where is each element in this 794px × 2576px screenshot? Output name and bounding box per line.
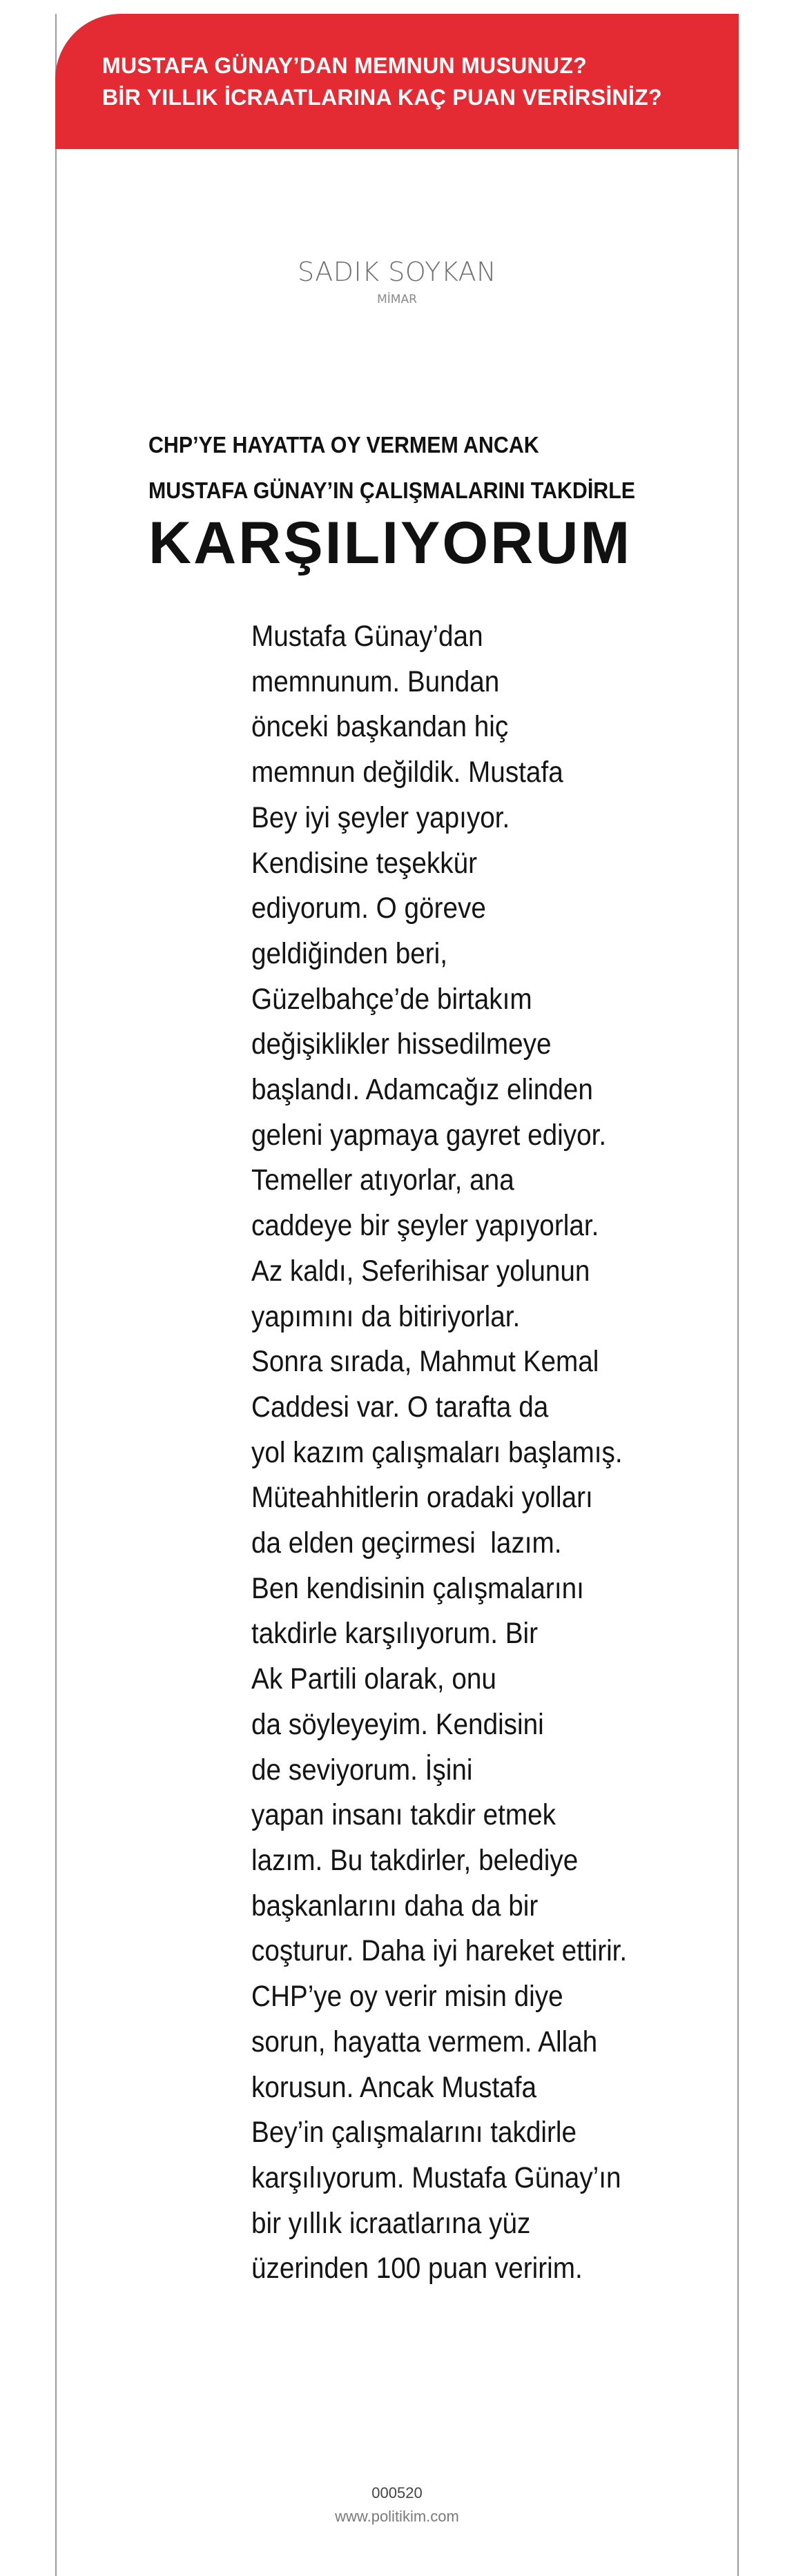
article-body-line: coşturur. Daha iyi hareket ettirir.: [251, 1934, 628, 1968]
article-body-line: da elden geçirmesi lazım.: [251, 1526, 562, 1560]
author-name: SADIK SOYKAN: [297, 257, 497, 287]
article-body-line: memnunum. Bundan: [251, 665, 500, 698]
article-body-line: Kendisine teşekkür: [251, 846, 477, 880]
article-body-line: da söyleyeyim. Kendisini: [251, 1707, 544, 1741]
header-question-line-2: BİR YILLIK İCRAATLARINA KAÇ PUAN VERİRSİNİZ?: [102, 85, 662, 110]
article-body-line: korusun. Ancak Mustafa: [251, 2070, 537, 2104]
article-body-line: geleni yapmaya gayret ediyor.: [251, 1118, 607, 1152]
article-body-line: Az kaldı, Seferihisar yolunun: [251, 1254, 590, 1288]
article-body-line: takdirle karşılıyorum. Bir: [251, 1617, 539, 1651]
article-body-line: Bey iyi şeyler yapıyor.: [251, 800, 510, 834]
article-body-line: bir yıllık icraatlarına yüz: [251, 2206, 531, 2240]
headline-line-2: MUSTAFA GÜNAY’IN ÇALIŞMALARINI TAKDİRLE: [148, 478, 636, 503]
article-body-line: Güzelbahçe’de birtakım: [251, 982, 532, 1016]
footer-page-code: 000520: [371, 2484, 423, 2501]
article-body-line: yapan insanı takdir etmek: [251, 1798, 556, 1832]
article-body-line: başlandı. Adamcağız elinden: [251, 1073, 593, 1107]
article-body: [251, 614, 679, 2292]
article-body-line: karşılıyorum. Mustafa Günay’ın: [251, 2161, 621, 2194]
article-body-line: Mustafa Günay’dan: [251, 620, 483, 653]
headline-main-word: KARŞILIYORUM: [148, 510, 632, 576]
article-body-line: Müteahhitlerin oradaki yolları: [251, 1481, 593, 1515]
footer-website-link[interactable]: www.politikim.com: [335, 2508, 459, 2525]
article-body-line: Ak Partili olarak, onu: [251, 1662, 496, 1696]
article-body-line: sorun, hayatta vermem. Allah: [251, 2025, 598, 2058]
article-body-line: ediyorum. O göreve: [251, 892, 486, 925]
header-question-line-1: MUSTAFA GÜNAY’DAN MEMNUN MUSUNUZ?: [102, 53, 588, 78]
article-body-line: de seviyorum. İşini: [251, 1753, 473, 1787]
article-body-line: Bey’in çalışmalarını takdirle: [251, 2116, 577, 2150]
headline: [148, 422, 722, 574]
article-body-line: değişiklikler hissedilmeye: [251, 1028, 552, 1061]
article-body-line: üzerinden 100 puan veririm.: [251, 2252, 583, 2285]
article-body-line: Caddesi var. O tarafta da: [251, 1390, 549, 1424]
article-body-line: Sonra sırada, Mahmut Kemal: [251, 1345, 599, 1379]
header-banner: [55, 14, 739, 149]
article-body-line: Ben kendisinin çalışmalarını: [251, 1571, 584, 1605]
article-body-line: caddeye bir şeyler yapıyorlar.: [251, 1209, 599, 1243]
article-body-line: Temeller atıyorlar, ana: [251, 1163, 514, 1197]
article-body-line: lazım. Bu takdirler, belediye: [251, 1843, 579, 1877]
headline-line-1: CHP’YE HAYATTA OY VERMEM ANCAK: [148, 432, 539, 458]
footer: [55, 2481, 739, 2528]
article-body-line: yol kazım çalışmaları başlamış.: [251, 1435, 623, 1469]
article-body-line: yapımını da bitiriyorlar.: [251, 1299, 521, 1333]
article-body-line: geldiğinden beri,: [251, 936, 448, 970]
article-body-line: CHP’ye oy verir misin diye: [251, 1980, 563, 2014]
article-body-line: önceki başkandan hiç: [251, 710, 509, 744]
author-role: MİMAR: [377, 293, 417, 306]
article-body-line: memnun değildik. Mustafa: [251, 756, 563, 789]
author-block: [55, 255, 739, 308]
article-body-line: başkanlarını daha da bir: [251, 1889, 539, 1923]
